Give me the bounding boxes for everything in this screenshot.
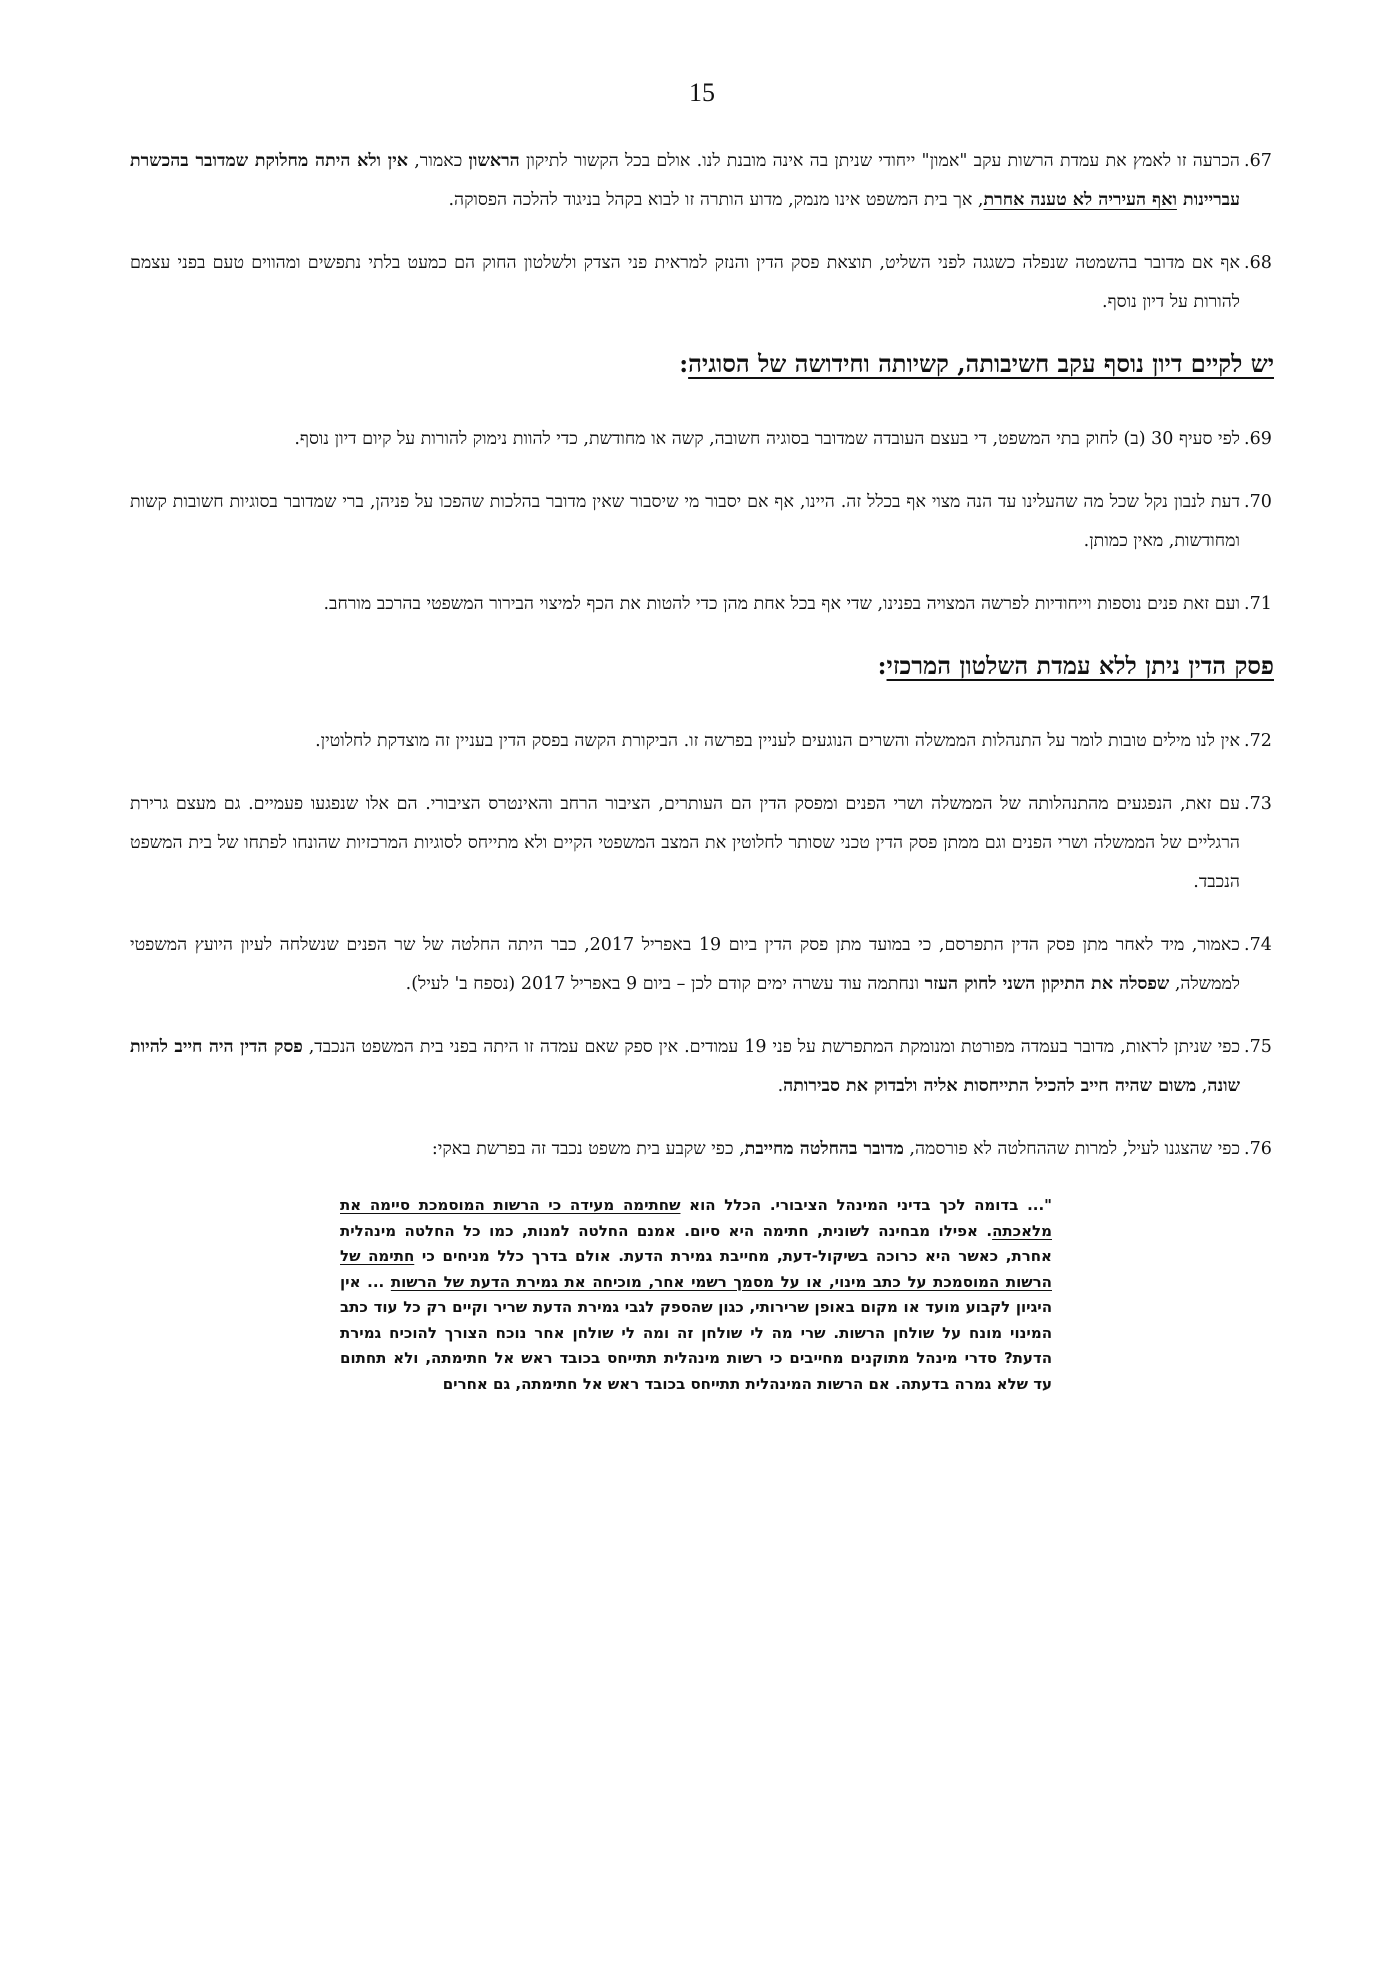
paragraph-number: .76 [1244, 1139, 1272, 1159]
paragraph-67 [130, 142, 1274, 220]
heading-text: יש לקיים דיון נוסף עקב חשיבותה, קשיותה וחידושה של הסוגיה [688, 349, 1274, 378]
quote-underlined-run: חתימה של הרשות המוסמכת על כתב מינוי, או על מסמך רשמי אחר, מוכיחה את גמירת הדעת של הרשות [340, 1247, 1052, 1291]
paragraph-number: .67 [1244, 151, 1272, 171]
paragraph-75 [130, 1028, 1274, 1106]
paragraph-69 [130, 420, 1274, 459]
block-quote [340, 1193, 1052, 1397]
text-run: כאמור, [408, 151, 469, 171]
text-run: ונחתמה עוד עשרה ימים קודם לכן – ביום 9 באפריל 2017 (נספח ב' לעיל). [405, 974, 925, 994]
paragraph-70 [130, 483, 1274, 561]
bold-underlined-run: ואף העיריה לא טענה אחרת [983, 190, 1177, 210]
bold-run: אין ולא היתה מחלוקת שמדובר בהכשרת עבריינות [130, 151, 1240, 210]
paragraph-73 [130, 785, 1274, 902]
paragraph-text: ועם זאת פנים נוספות וייחודיות לפרשה המצויה בפנינו, שדי אף בכל אחת מהן כדי להטות את הכף למיצוי הבירור המשפטי בהרכב מורחב. [323, 594, 1240, 614]
paragraph-number: .75 [1244, 1037, 1272, 1057]
heading-suffix: : [679, 349, 689, 378]
section-heading-central-government [130, 648, 1274, 684]
quote-run: "... בדומה לכך בדיני המינהל הציבורי. הכלל הוא [680, 1196, 1052, 1214]
quote-run: . אפילו מבחינה לשונית, חתימה היא סיום. אמנם החלטה למנות, כמו כל החלטה מינהלית אחרת, כאשר היא כרוכה בשיקול-דעת, מחייבת גמירת הדעת. אולם בדרך כלל מניחים כי [340, 1221, 1052, 1265]
paragraph-text: אף אם מדובר בהשמטה שנפלה כשגגה לפני השליט, תוצאת פסק הדין והנזק למראית פני הצדק ולשלטון החוק הם כמעט בלתי נתפשים ומהווים טעם בפני עצמם להורות על דיון נוסף. [130, 253, 1240, 312]
text-run: הכרעה זו לאמץ את עמדת הרשות עקב "אמון" ייחודי שניתן בה אינה מובנת לנו. אולם בכל הקשור לתיקון [519, 151, 1240, 171]
text-run: , כפי שקבע בית משפט נכבד זה בפרשת באקי: [431, 1139, 745, 1159]
bold-run: שפסלה את התיקון השני לחוק העזר [924, 974, 1170, 994]
paragraph-76 [130, 1130, 1274, 1169]
text-run: כפי שניתן לראות, מדובר בעמדה מפורטת ומנומקת המתפרשת על פני 19 עמודים. אין ספק שאם עמדה זו היתה בפני בית המשפט הנכבד, [302, 1037, 1241, 1057]
page-number: 15 [689, 78, 715, 107]
paragraph-text: לפי סעיף 30 (ב) לחוק בתי המשפט, די בעצם העובדה שמדובר בסוגיה חשובה, קשה או מחודשת, כדי להוות נימוק להורות על קיום דיון נוסף. [294, 429, 1240, 449]
paragraph-72 [130, 722, 1274, 761]
paragraph-number: .73 [1244, 794, 1272, 814]
quote-run: ... אין היגיון לקבוע מועד או מקום באופן שרירותי, כגון שהספק לגבי גמירת הדעת שריר וקיים רק כל עוד כתב המינוי מונח על שולחן הרשות. שרי מה לי שולחן זה ומה לי שולחן אחר נוכח הצורך להוכיח גמירת הדעת? סדרי מינהל מתוקנים מחייבים כי רשות מינהלית תתייחס בכובד ראש אל חתימתה, ולא תחתום עד שלא גמרה בדעתה. אם הרשות המינהלית תתייחס בכובד ראש אל חתימתה, גם אחרים [340, 1272, 1052, 1393]
bold-run: פסק הדין היה חייב להיות שונה [130, 1037, 1240, 1096]
quote-underlined-run: שחתימה מעידה כי הרשות המוסמכת סיימה את מלאכתה [340, 1196, 1052, 1240]
text-run: כפי שהצגנו לעיל, למרות שההחלטה לא פורסמה, [903, 1139, 1240, 1159]
bold-run: משום שהיה חייב להכיל התייחסות אליה ולבדוק את סבירותה [783, 1076, 1197, 1096]
paragraph-number: .68 [1244, 253, 1272, 273]
text-run: כאמור, מיד לאחר מתן פסק הדין התפרסם, כי במועד מתן פסק הדין ביום 19 באפריל 2017, כבר היתה החלטה של שר הפנים שנשלחה לעיון היועץ המשפטי לממשלה, [130, 935, 1240, 994]
paragraph-number: .71 [1244, 594, 1272, 614]
paragraph-74 [130, 926, 1274, 1004]
paragraph-text: אין לנו מילים טובות לומר על התנהלות הממשלה והשרים הנוגעים לעניין בפרשה זו. הביקורת הקשה בפסק הדין בעניין זה מוצדקת לחלוטין. [315, 731, 1240, 751]
paragraph-number: .74 [1244, 935, 1272, 955]
bold-run: מדובר בהחלטה מחייבת [744, 1139, 904, 1159]
paragraph-68 [130, 244, 1274, 322]
paragraph-text: עם זאת, הנפגעים מהתנהלותה של הממשלה ושרי הפנים ומפסק הדין הם העותרים, הציבור הרחב והאינטרס הציבורי. הם אלו שנפגעו פעמיים. גם מעצם גרירת הרגליים של הממשלה ושרי הפנים וגם ממתן פסק הדין טכני שסותר לחלוטין את המצב המשפטי הקיים ולא מתייחס לסוגיות המרכזיות שהונחו לפתחו של בית המשפט הנכבד. [130, 794, 1240, 892]
bold-run: הראשון [468, 151, 520, 171]
text-run: , [1196, 1076, 1208, 1096]
paragraph-number: .69 [1244, 429, 1272, 449]
heading-suffix: : [877, 651, 887, 680]
paragraph-text: דעת לנבון נקל שכל מה שהעלינו עד הנה מצוי אף בכלל זה. היינו, אף אם יסבור מי שיסבור שאין מדובר בהלכות שהפכו על פניהן, ברי שמדובר בסוגיות חשובות קשות ומחודשות, מאין כמותן. [130, 492, 1240, 551]
text-run: , אך בית המשפט אינו מנמק, מדוע הותרה זו לבוא בקהל בניגוד להלכה הפסוקה. [448, 190, 984, 210]
heading-text: פסק הדין ניתן ללא עמדת השלטון המרכזי [886, 651, 1274, 680]
paragraph-71 [130, 585, 1274, 624]
text-run: . [777, 1076, 784, 1096]
section-heading-importance [130, 346, 1274, 382]
paragraph-number: .72 [1244, 731, 1272, 751]
paragraph-number: .70 [1244, 492, 1272, 512]
